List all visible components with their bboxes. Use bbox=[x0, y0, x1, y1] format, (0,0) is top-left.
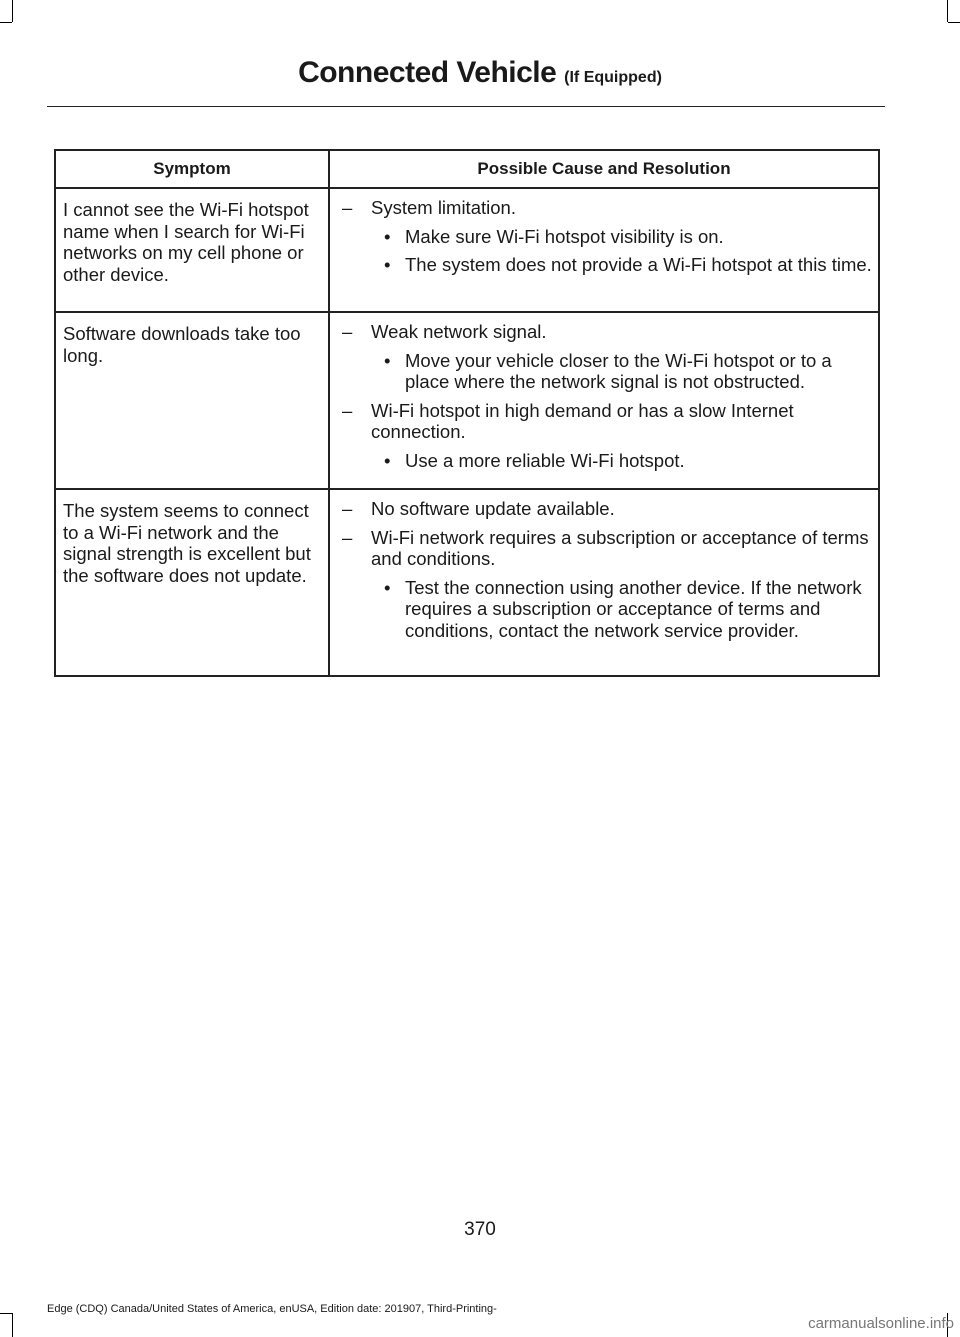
fix-text: Move your vehicle closer to the Wi-Fi hotspot or to a place where the network signal is not obstructed. bbox=[405, 349, 832, 392]
section-subtitle: (If Equipped) bbox=[564, 69, 662, 86]
resolution-cell bbox=[329, 489, 879, 676]
crop-mark-top-left-horizontal bbox=[0, 22, 12, 23]
edition-footer: Edge (CDQ) Canada/United States of America, enUSA, Edition date: 201907, Third-Printing- bbox=[47, 1303, 497, 1315]
symptom-cell: The system seems to connect to a Wi-Fi network and the signal strength is excellent but the software does not update. bbox=[55, 489, 329, 676]
crop-mark-top-right-vertical bbox=[947, 0, 948, 22]
troubleshooting-table bbox=[54, 149, 880, 677]
section-title: Connected Vehicle bbox=[298, 56, 557, 89]
cause-text: Weak network signal. bbox=[371, 321, 547, 342]
bullet-marker: • bbox=[384, 576, 391, 598]
cause-item bbox=[342, 400, 872, 443]
page-number: 370 bbox=[464, 1219, 496, 1240]
fix-item bbox=[384, 350, 872, 393]
dash-marker: – bbox=[342, 197, 353, 218]
cause-item bbox=[342, 321, 872, 343]
crop-mark-top-left-vertical bbox=[12, 0, 13, 22]
cause-item bbox=[342, 197, 872, 219]
dash-marker: – bbox=[342, 498, 353, 519]
symptom-cell: Software downloads take too long. bbox=[55, 312, 329, 489]
bullet-marker: • bbox=[384, 225, 391, 247]
crop-mark-top-right-horizontal bbox=[948, 22, 960, 23]
fix-item bbox=[384, 450, 872, 472]
table-header-row bbox=[55, 150, 879, 188]
dash-marker: – bbox=[342, 321, 353, 342]
bullet-marker: • bbox=[384, 254, 391, 275]
symptom-cell: I cannot see the Wi-Fi hotspot name when I search for Wi-Fi networks on my cell phone or other device. bbox=[55, 188, 329, 312]
fix-text: Use a more reliable Wi-Fi hotspot. bbox=[405, 449, 685, 471]
cause-text: Wi-Fi network requires a subscription or acceptance of terms and conditions. bbox=[371, 526, 869, 569]
resolution-cell bbox=[329, 188, 879, 312]
crop-mark-bottom-left-vertical bbox=[12, 1313, 13, 1337]
fix-text: Test the connection using another device. If the network requires a subscription or acceptance of terms and conditions, contact the network service provider. bbox=[405, 576, 862, 641]
fix-item bbox=[384, 254, 872, 276]
fix-text: The system does not provide a Wi-Fi hotspot at this time. bbox=[405, 254, 872, 275]
cause-text: Wi-Fi hotspot in high demand or has a slow Internet connection. bbox=[371, 399, 794, 442]
resolution-cell bbox=[329, 312, 879, 489]
dash-marker: – bbox=[342, 399, 353, 421]
fix-item bbox=[384, 577, 872, 642]
cause-text: System limitation. bbox=[371, 197, 516, 218]
fix-text: Make sure Wi-Fi hotspot visibility is on. bbox=[405, 225, 724, 247]
column-header-symptom: Symptom bbox=[55, 150, 329, 188]
cause-text: No software update available. bbox=[371, 498, 615, 519]
source-watermark: carmanualsonline.info bbox=[808, 1315, 954, 1332]
dash-marker: – bbox=[342, 526, 353, 548]
table-row bbox=[55, 312, 879, 489]
cause-item bbox=[342, 527, 872, 570]
column-header-resolution: Possible Cause and Resolution bbox=[329, 150, 879, 188]
cause-item bbox=[342, 498, 872, 520]
table-row bbox=[55, 489, 879, 676]
fix-item bbox=[384, 226, 872, 248]
page-header bbox=[0, 56, 960, 90]
crop-mark-bottom-left-horizontal bbox=[0, 1313, 12, 1314]
header-divider bbox=[47, 106, 885, 107]
bullet-marker: • bbox=[384, 349, 391, 371]
bullet-marker: • bbox=[384, 449, 391, 471]
table-row bbox=[55, 188, 879, 312]
